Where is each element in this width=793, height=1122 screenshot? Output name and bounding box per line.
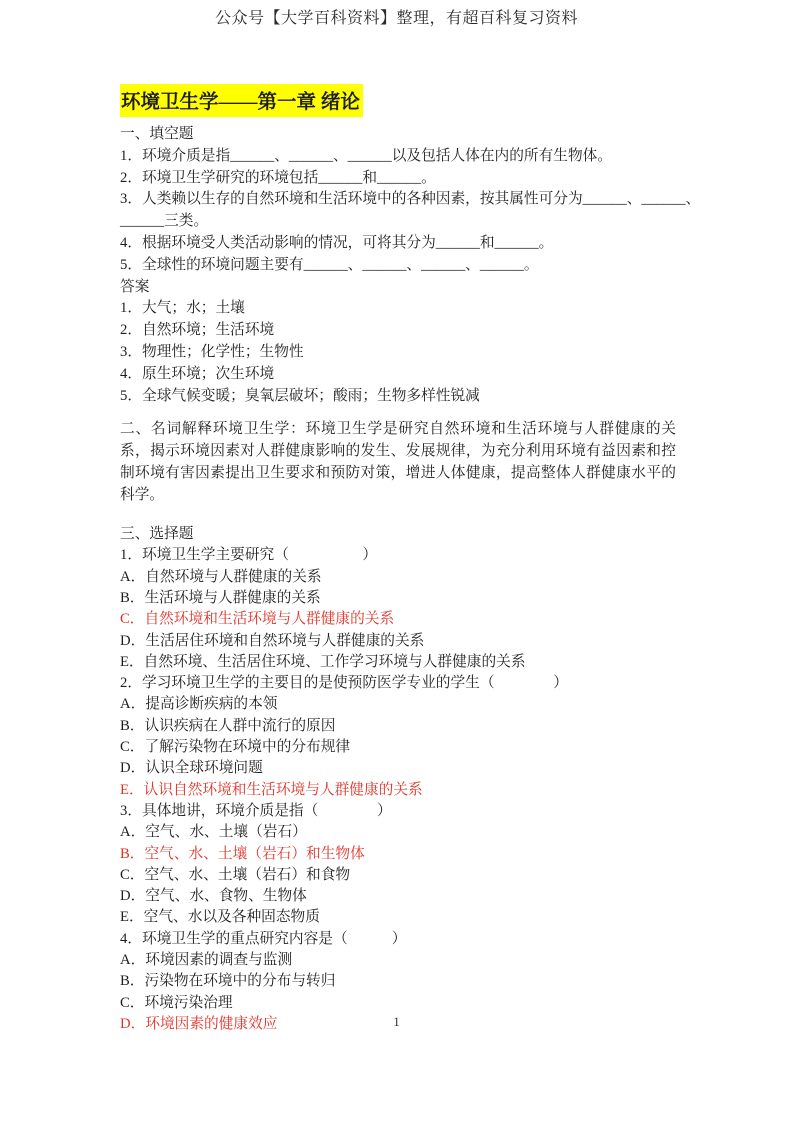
choice-line: C．环境污染治理 xyxy=(120,994,233,1011)
text-line: 1．环境介质是指______、______、______以及包括人体在内的所有生物体。 xyxy=(120,147,613,164)
choice-line: A．自然环境与人群健康的关系 xyxy=(120,568,322,585)
text-line: 5．全球性的环境问题主要有______、______、______、______。 xyxy=(120,256,539,273)
choice-line: C．空气、水、土壤（岩石）和食物 xyxy=(120,866,351,883)
text-line: 一、填空题 xyxy=(120,126,194,142)
doc-header-text: 公众号【大学百科资料】整理，有超百科复习资料 xyxy=(214,10,578,27)
text-line: 1．大气；水；土壤 xyxy=(120,300,245,317)
choice-line: 1．环境卫生学主要研究（ ） xyxy=(120,547,378,564)
choice-section xyxy=(120,545,676,1035)
fill-in-section xyxy=(120,124,701,407)
text-line: 2．环境卫生学研究的环境包括______和______。 xyxy=(120,169,436,186)
choice-line: 2．学习环境卫生学的主要目的是使预防医学专业的学生（ ） xyxy=(120,675,568,692)
choice-line: B．认识疾病在人群中流行的原因 xyxy=(120,717,336,734)
definition-paragraph: 二、名词解释环境卫生学：环境卫生学是研究自然环境和生活环境与人群健康的关系，揭示环境因素对人群健康影响的发生、发展规律，为充分利用环境有益因素和控制环境有害因素提出卫生要求和预防对策，增进人体健康，提高整体人群健康水平的科学。 xyxy=(120,421,676,504)
choice-line: D．认识全球环境问题 xyxy=(120,760,263,777)
choice-line: 3．具体地讲，环境介质是指（ ） xyxy=(120,802,392,819)
choice-line: E．自然环境、生活居住环境、工作学习环境与人群健康的关系 xyxy=(120,653,526,670)
choice-line: 4．环境卫生学的重点研究内容是（ ） xyxy=(120,930,407,947)
choice-line: C．自然环境和生活环境与人群健康的关系 xyxy=(120,611,395,628)
text-line: ______三类。 xyxy=(120,213,209,230)
choice-line: D．空气、水、食物、生物体 xyxy=(120,888,307,905)
choice-line: B．污染物在环境中的分布与转归 xyxy=(120,973,336,990)
text-line: 3．物理性；化学性；生物性 xyxy=(120,343,304,360)
choice-line: C．了解污染物在环境中的分布规律 xyxy=(120,739,351,756)
text-line: 4．原生环境；次生环境 xyxy=(120,365,275,382)
content-area xyxy=(120,124,701,1035)
text-line: 5．全球气候变暖；臭氧层破坏；酸雨；生物多样性锐减 xyxy=(120,387,480,404)
choice-line: E．空气、水以及各种固态物质 xyxy=(120,909,320,926)
page-number: 1 xyxy=(393,1014,400,1029)
chapter-title: 环境卫生学——第一章 绪论 xyxy=(120,84,363,117)
text-line: 3．人类赖以生存的自然环境和生活环境中的各种因素，按其属性可分为______、______、 xyxy=(120,191,701,208)
title-wrap xyxy=(120,84,363,117)
choice-line: E．认识自然环境和生活环境与人群健康的关系 xyxy=(120,781,423,798)
choice-line: B．空气、水、土壤（岩石）和生物体 xyxy=(120,845,365,862)
choice-line: B．生活环境与人群健康的关系 xyxy=(120,589,321,606)
text-line: 答案 xyxy=(120,278,150,295)
choice-line: D．生活居住环境和自然环境与人群健康的关系 xyxy=(120,632,425,649)
choice-section-heading: 三、选择题 xyxy=(120,526,194,543)
choice-line: D．环境因素的健康效应 xyxy=(120,1015,278,1032)
text-line: 4．根据环境受人类活动影响的情况，可将其分为______和______。 xyxy=(120,234,554,251)
choice-line: A．空气、水、土壤（岩石） xyxy=(120,824,307,841)
text-line: 2．自然环境；生活环境 xyxy=(120,322,275,339)
choice-line: A．提高诊断疾病的本领 xyxy=(120,696,278,713)
choice-line: A．环境因素的调查与监测 xyxy=(120,952,293,968)
